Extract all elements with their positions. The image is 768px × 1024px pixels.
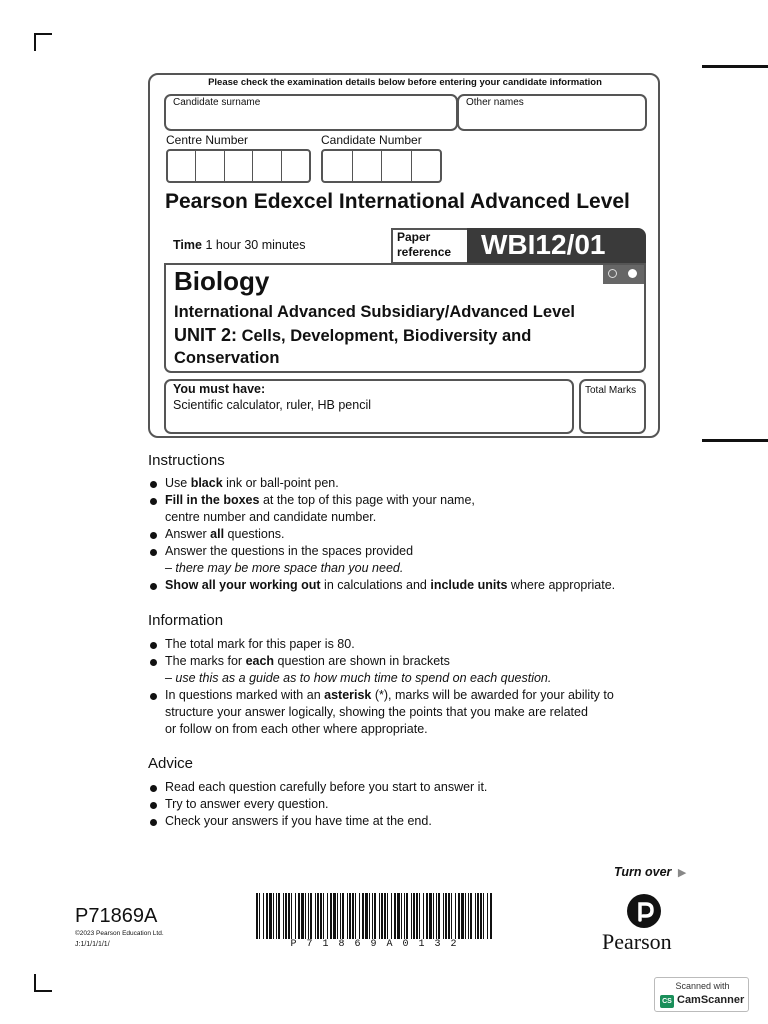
information-list <box>148 636 668 738</box>
bullet-icon <box>150 583 157 590</box>
board-title: Pearson Edexcel International Advanced Level <box>165 190 630 213</box>
bullet-icon <box>150 498 157 505</box>
bullet-icon <box>150 819 157 826</box>
list-item: Read each question carefully before you start to answer it. <box>148 779 668 796</box>
crop-mark-top-right <box>702 65 768 68</box>
crop-mark-top-left-v <box>34 33 36 51</box>
bullet-icon <box>150 642 157 649</box>
time-value: 1 hour 30 minutes <box>205 238 306 252</box>
list-item: Answer all questions. <box>148 526 668 543</box>
publisher-name: Pearson <box>602 929 672 954</box>
list-item: Fill in the boxes at the top of this page with your name, centre number and candidate number. <box>148 492 668 526</box>
turn-over <box>614 865 686 879</box>
unit-title-line2: Conservation <box>174 349 280 367</box>
subject-title: Biology <box>174 266 270 296</box>
copyright: ©2023 Pearson Education Ltd. <box>75 930 164 937</box>
candidate-number-boxes[interactable] <box>321 149 442 183</box>
advice-title: Advice <box>148 755 194 772</box>
tier-indicator-selected-icon <box>628 269 637 278</box>
unit-title-line1: Cells, Development, Biodiversity and <box>241 327 532 345</box>
pearson-logo-icon <box>627 894 661 928</box>
list-item: In questions marked with an asterisk (*), marks will be awarded for your ability to structure your answer logically, showing the points that you make are related or follow on from each other where appropriate. <box>148 687 668 738</box>
information-title: Information <box>148 612 224 629</box>
must-have-label: You must have: <box>173 382 266 396</box>
candidate-surname-label: Candidate surname <box>173 97 261 108</box>
crop-mark-mid-right <box>702 439 768 442</box>
must-have-items: Scientific calculator, ruler, HB pencil <box>173 398 372 412</box>
instructions-title: Instructions <box>148 452 225 469</box>
bullet-icon <box>150 481 157 488</box>
candidate-number-label: Candidate Number <box>321 133 422 147</box>
play-arrow-icon: ▶ <box>677 867 687 879</box>
paper-ref-label <box>397 230 451 260</box>
check-notice: Please check the examination details below before entering your candidate information <box>208 77 602 88</box>
print-code: J:1/1/1/1/1/ <box>75 941 110 948</box>
paper-code: P71869A <box>75 905 158 927</box>
list-item: Answer the questions in the spaces provided – there may be more space than you need. <box>148 543 668 577</box>
barcode-icon <box>256 893 493 939</box>
scan-line1: Scanned with <box>675 981 730 991</box>
advice-list <box>148 779 668 830</box>
camscanner-badge <box>654 977 749 1012</box>
tier-indicator-unselected-icon <box>608 269 617 278</box>
bullet-icon <box>150 693 157 700</box>
qualification-level: International Advanced Subsidiary/Advanced Level <box>174 303 576 321</box>
list-item: The total mark for this paper is 80. <box>148 636 668 653</box>
crop-mark-bottom-left-h <box>34 990 52 992</box>
bullet-icon <box>150 659 157 666</box>
paper-ref-label-line2: reference <box>397 245 452 259</box>
bullet-icon <box>150 532 157 539</box>
total-marks-label: Total Marks <box>585 385 637 396</box>
paper-ref-code: WBI12/01 <box>481 229 606 260</box>
instructions-list <box>148 475 668 594</box>
list-item: Show all your working out in calculations and include units where appropriate. <box>148 577 668 594</box>
scan-line2: CamScanner <box>677 994 745 1006</box>
other-names-label: Other names <box>466 97 524 108</box>
time-allowed <box>173 238 306 252</box>
turn-over-label: Turn over <box>614 865 672 879</box>
crop-mark-top-left-h <box>34 33 52 35</box>
list-item: The marks for each question are shown in brackets – use this as a guide as to how much time to spend on each question. <box>148 653 668 687</box>
list-item: Use black ink or ball-point pen. <box>148 475 668 492</box>
bullet-icon <box>150 785 157 792</box>
bullet-icon <box>150 549 157 556</box>
barcode-text: P 7 1 8 6 9 A 0 1 3 2 <box>290 939 459 950</box>
paper-ref-label-line1: Paper <box>397 230 431 244</box>
time-label: Time <box>173 238 202 252</box>
bullet-icon <box>150 802 157 809</box>
unit-title <box>174 324 639 369</box>
crop-mark-bottom-left-v <box>34 974 36 992</box>
list-item: Try to answer every question. <box>148 796 668 813</box>
unit-prefix: UNIT 2: <box>174 325 237 345</box>
centre-number-label: Centre Number <box>166 133 249 147</box>
camscanner-logo-icon: CS <box>660 995 674 1008</box>
centre-number-boxes[interactable] <box>166 149 311 183</box>
list-item: Check your answers if you have time at the end. <box>148 813 668 830</box>
